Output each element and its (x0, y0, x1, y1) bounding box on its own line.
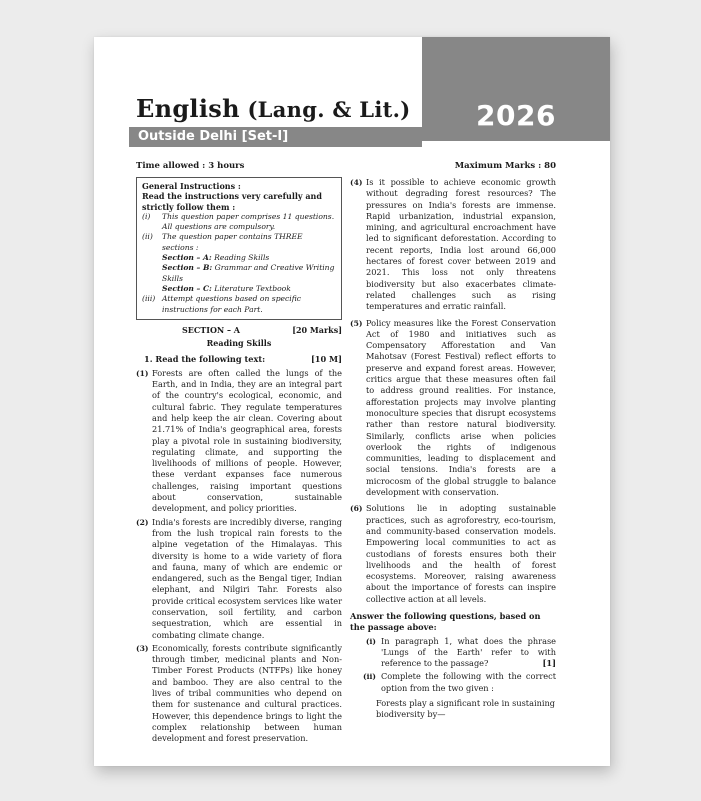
passage-paragraph: (5) Policy measures like the Forest Conservation Act of 1980 and initiatives such as Compensatory Afforestation and Van Mahotsav (Forest Festival) reflect efforts to preserve and expand forest areas. However, critics argue that these measures often fail to address ground realities. For instance, afforestation projects may involve planting monoculture species that disrupt ecosystems rather than restore natural biodiversity. Similarly, conflicts arise when policies overlook the rights of indigenous communities, leading to displacement and social tensions. India's forests are a microcosm of the global struggle to balance development with conservation. (350, 317, 556, 498)
instruction-item: (ii) The question paper contains THREE sections : (142, 232, 303, 252)
right-column (350, 177, 556, 721)
passage-paragraph: (2) India's forests are incredibly diverse, ranging from the lush tropical rain forests to the alpine vegetation of the Himalayas. This diversity is home to a wide variety of flora and fauna, many of which are endemic or endangered, such as the Bengal tiger, Indian elephant, and Nilgiri Tahr. Forests also provide critical ecosystem services like water conservation, soil fertility, and carbon sequestration, which are essential in combating climate change. (136, 516, 342, 640)
question-number: 1. (144, 354, 153, 365)
page-title (136, 94, 410, 123)
title-main: English (136, 94, 240, 123)
instruction-item: (iii) Attempt questions based on specific instructions for each Part. (142, 294, 302, 314)
instructions-lead: Read the instructions very carefully and strictly follow them : (142, 191, 322, 212)
section-a-title: SECTION – A (182, 324, 240, 335)
passage-paragraph: (1) Forests are often called the lungs of the Earth, and in India, they are an integral part of the country's ecological, economic, and cultural fabric. They regulate temperatures and help keep the air clean. Covering about 21.71% of India's geographical area, forests play a pivotal role in sustaining biodiversity, regulating climate, and supporting the livelihoods of millions of people. However, these verdant expanses face numerous challenges, raising important questions about conservation, sustainable development, and policy priorities. (136, 367, 342, 514)
sub-question-text: Complete the following with the correct option from the two given : (381, 671, 556, 693)
answer-heading: Answer the following questions, based on the passage above: (350, 610, 541, 633)
year-label: 2026 (476, 99, 556, 132)
section-item: Section – A: Reading Skills (162, 253, 270, 263)
section-item: Section – B: Grammar and Creative Writing Skills (162, 263, 335, 283)
section-a-subtitle: Reading Skills (206, 338, 272, 349)
general-instructions-box (136, 177, 342, 320)
section-a-heading (136, 325, 342, 336)
sub-question-text: In paragraph 1, what does the phrase 'Lungs of the Earth' refer to with reference to the passage? (381, 635, 556, 669)
section-item: Section – C: Literature Textbook (162, 283, 291, 293)
subtitle-bar (129, 127, 422, 147)
passage-paragraph: (6) Solutions lie in adopting sustainable practices, such as agroforestry, eco-tourism, and community-based conservation models. Empowering local communities to act as custodians of forests ensures both their livelihoods and the health of forest ecosystems. Moreover, raising awareness about the importance of forests can inspire collective action at all levels. (350, 503, 556, 604)
question-1-heading (136, 354, 342, 365)
section-a-marks: [20 Marks] (292, 324, 342, 335)
time-allowed: Time allowed : 3 hours (136, 161, 245, 171)
instruction-item: (i) This question paper comprises 11 questions. All questions are compulsory. (142, 211, 335, 232)
sub-question-marks: [1] (542, 658, 556, 669)
subtitle-label: Outside Delhi [Set-I] (138, 129, 289, 144)
year-banner (422, 37, 610, 141)
instructions-heading: General Instructions : (142, 181, 241, 191)
passage-paragraph: (4) Is it possible to achieve economic growth without degrading forest resources? The pressures on India's forests are immense. Rapid urbanization, industrial expansion, mining, and agricultural encroachment have led to significant deforestation. According to recent reports, India lost around 66,000 hectares of forest cover between 2019 and 2021. This loss not only threatens biodiversity but also exacerbates climate-related challenges such as rising temperatures and erratic rainfall. (350, 177, 556, 312)
title-sub: (Lang. & Lit.) (239, 97, 411, 122)
passage-paragraph: (3) Economically, forests contribute significantly through timber, medicinal plants and Non-Timber Forest Products (NTFPs) like honey and bamboo. They are also central to the lives of tribal communities who depend on them for sustenance and cultural practices. However, this dependence brings to light the complex relationship between human development and forest preservation. (136, 642, 342, 744)
maximum-marks: Maximum Marks : 80 (454, 161, 556, 171)
sub-question: (ii) Complete the following with the correct option from the two given : (363, 671, 556, 693)
question-marks: [10 M] (310, 354, 342, 365)
fill-in-prompt: Forests play a significant role in sustaining biodiversity by— (376, 698, 555, 720)
question-text: Read the following text: (155, 354, 266, 365)
left-column (136, 177, 342, 745)
question-paper-page (94, 37, 610, 766)
sub-question: (i) In paragraph 1, what does the phrase 'Lungs of the Earth' refer to with reference to the passage? [1] (365, 635, 556, 669)
